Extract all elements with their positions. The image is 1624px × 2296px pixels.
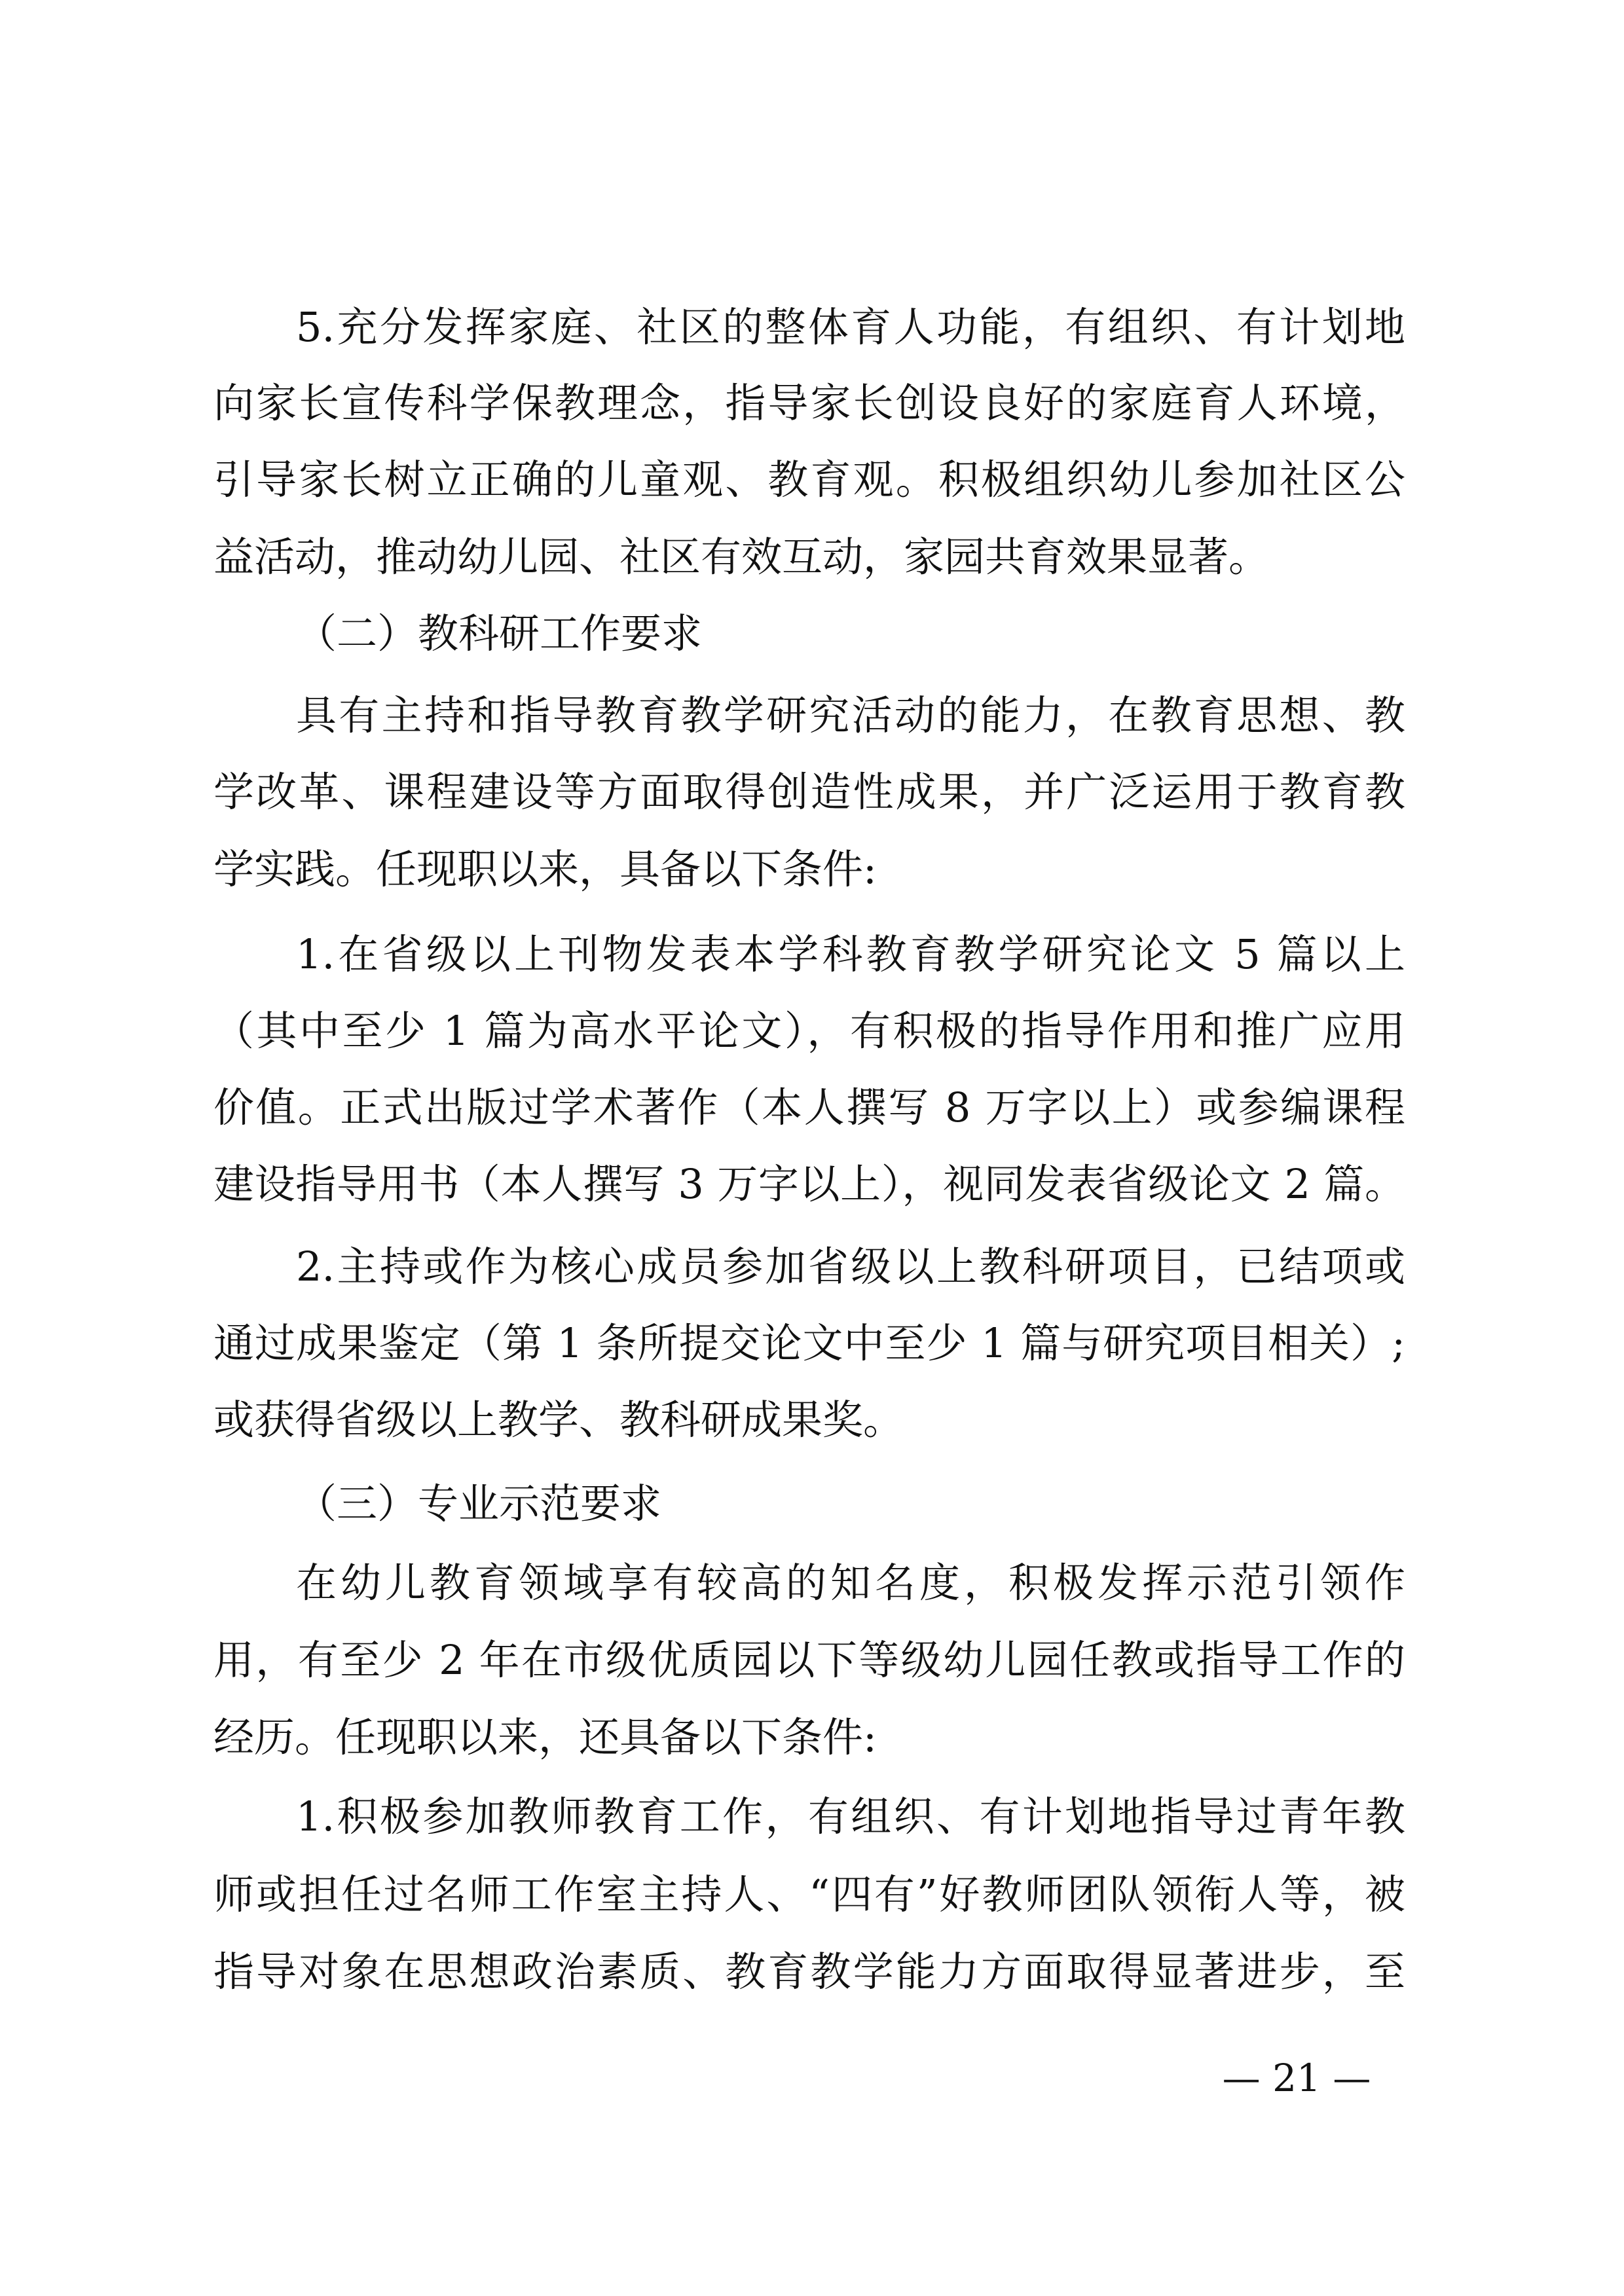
section-heading: （三）专业示范要求 (296, 1480, 662, 1527)
paragraph-line: 经历。任现职以来，还具备以下条件: (213, 1713, 877, 1761)
paragraph-line: 具有主持和指导教育教学研究活动的能力，在教育思想、教 (296, 691, 1405, 739)
paragraph-line: 师或担任过名师工作室主持人、“四有”好教师团队领衔人等，被 (213, 1870, 1405, 1918)
paragraph-line: 益活动，推动幼儿园、社区有效互动，家园共育效果显著。 (213, 533, 1270, 581)
paragraph-line: 向家长宣传科学保教理念，指导家长创设良好的家庭育人环境， (213, 379, 1405, 427)
paragraph-line: （其中至少 1 篇为高水平论文），有积极的指导作用和推广应用 (213, 1007, 1405, 1055)
paragraph-line: 5.充分发挥家庭、社区的整体育人功能，有组织、有计划地 (296, 303, 1405, 351)
paragraph-line: 价值。正式出版过学术著作（本人撰写 8 万字以上）或参编课程 (213, 1084, 1405, 1131)
paragraph-line: 通过成果鉴定（第 1 条所提交论文中至少 1 篇与研究项目相关）; (213, 1319, 1405, 1367)
paragraph-line: 学改革、课程建设等方面取得创造性成果，并广泛运用于教育教 (213, 768, 1405, 816)
paragraph-line: 学实践。任现职以来，具备以下条件: (213, 845, 877, 893)
paragraph-line: 用，有至少 2 年在市级优质园以下等级幼儿园任教或指导工作的 (213, 1636, 1405, 1684)
paragraph-line: 指导对象在思想政治素质、教育教学能力方面取得显著进步，至 (213, 1948, 1405, 1995)
paragraph-line: 2.主持或作为核心成员参加省级以上教科研项目，已结项或 (296, 1243, 1405, 1290)
paragraph-line: 或获得省级以上教学、教科研成果奖。 (213, 1396, 904, 1444)
paragraph-line: 引导家长树立正确的儿童观、教育观。积极组织幼儿参加社区公 (213, 456, 1405, 503)
paragraph-line: 在幼儿教育领域享有较高的知名度，积极发挥示范引领作 (296, 1559, 1405, 1607)
paragraph-line: 1.积极参加教师教育工作，有组织、有计划地指导过青年教 (296, 1793, 1405, 1840)
paragraph-line: 1.在省级以上刊物发表本学科教育教学研究论文 5 篇以上 (296, 930, 1405, 978)
section-heading: （二）教科研工作要求 (296, 610, 703, 657)
paragraph-line: 建设指导用书（本人撰写 3 万字以上），视同发表省级论文 2 篇。 (213, 1160, 1405, 1208)
page-number: — 21 — (1222, 2056, 1371, 2100)
